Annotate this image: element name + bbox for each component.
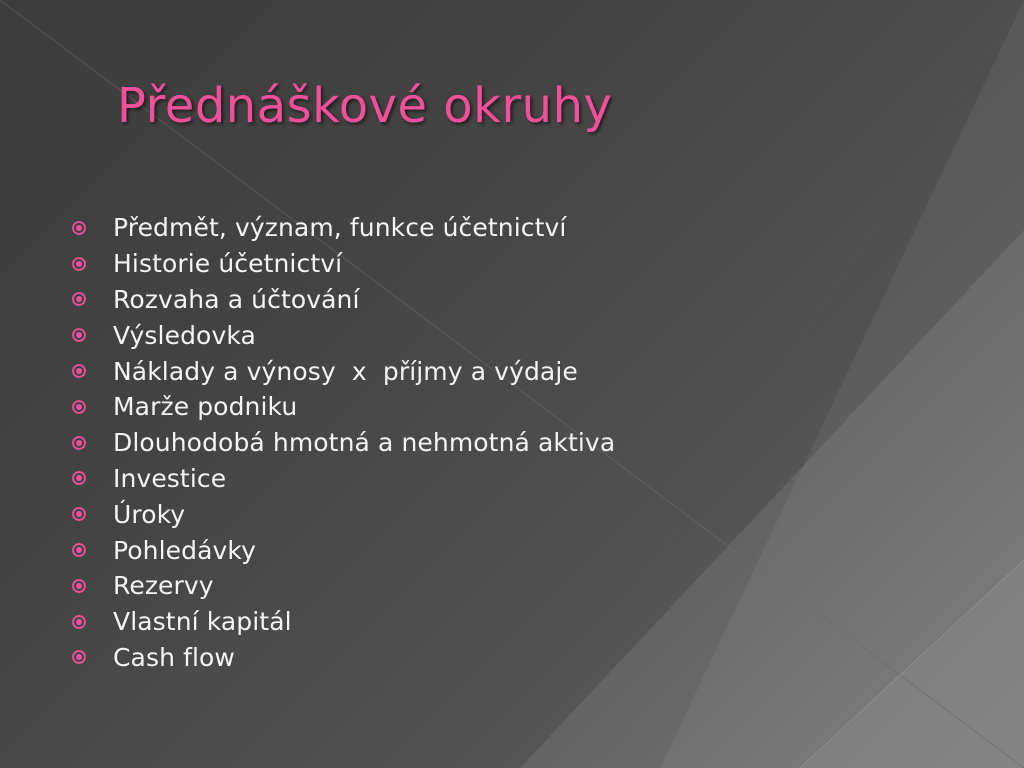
list-item-label: Vlastní kapitál [113, 607, 292, 637]
circle-dot-icon [71, 578, 87, 594]
slide-title: Přednáškové okruhy [117, 78, 613, 134]
circle-dot-icon [71, 614, 87, 630]
list-item [71, 640, 615, 676]
circle-dot-icon [71, 327, 87, 343]
circle-dot-icon [71, 542, 87, 558]
list-item [71, 210, 615, 246]
list-item [71, 532, 615, 568]
list-item-label: Předmět, význam, funkce účetnictví [113, 213, 567, 243]
list-item [71, 604, 615, 640]
list-item-label: Úroky [113, 499, 186, 529]
list-item [71, 496, 615, 532]
list-item [71, 568, 615, 604]
list-item [71, 317, 615, 353]
circle-dot-icon [71, 220, 87, 236]
list-item-label: Pohledávky [113, 535, 257, 565]
list-item-label: Dlouhodobá hmotná a nehmotná aktiva [113, 428, 616, 458]
list-item-label: Výsledovka [113, 320, 256, 350]
circle-dot-icon [71, 399, 87, 415]
bullet-list [71, 210, 615, 675]
list-item-label: Náklady a výnosy x příjmy a výdaje [113, 356, 578, 386]
circle-dot-icon [71, 256, 87, 272]
list-item [71, 389, 615, 425]
list-item-label: Rozvaha a účtování [113, 284, 360, 314]
circle-dot-icon [71, 291, 87, 307]
list-item-label: Historie účetnictví [113, 249, 343, 279]
circle-dot-icon [71, 435, 87, 451]
list-item-label: Marže podniku [113, 392, 298, 422]
list-item [71, 461, 615, 497]
list-item-label: Investice [113, 463, 227, 493]
list-item [71, 425, 615, 461]
list-item-label: Cash flow [113, 642, 235, 672]
circle-dot-icon [71, 649, 87, 665]
list-item [71, 353, 615, 389]
list-item-label: Rezervy [113, 571, 214, 601]
circle-dot-icon [71, 470, 87, 486]
circle-dot-icon [71, 506, 87, 522]
list-item [71, 282, 615, 318]
list-item [71, 246, 615, 282]
circle-dot-icon [71, 363, 87, 379]
